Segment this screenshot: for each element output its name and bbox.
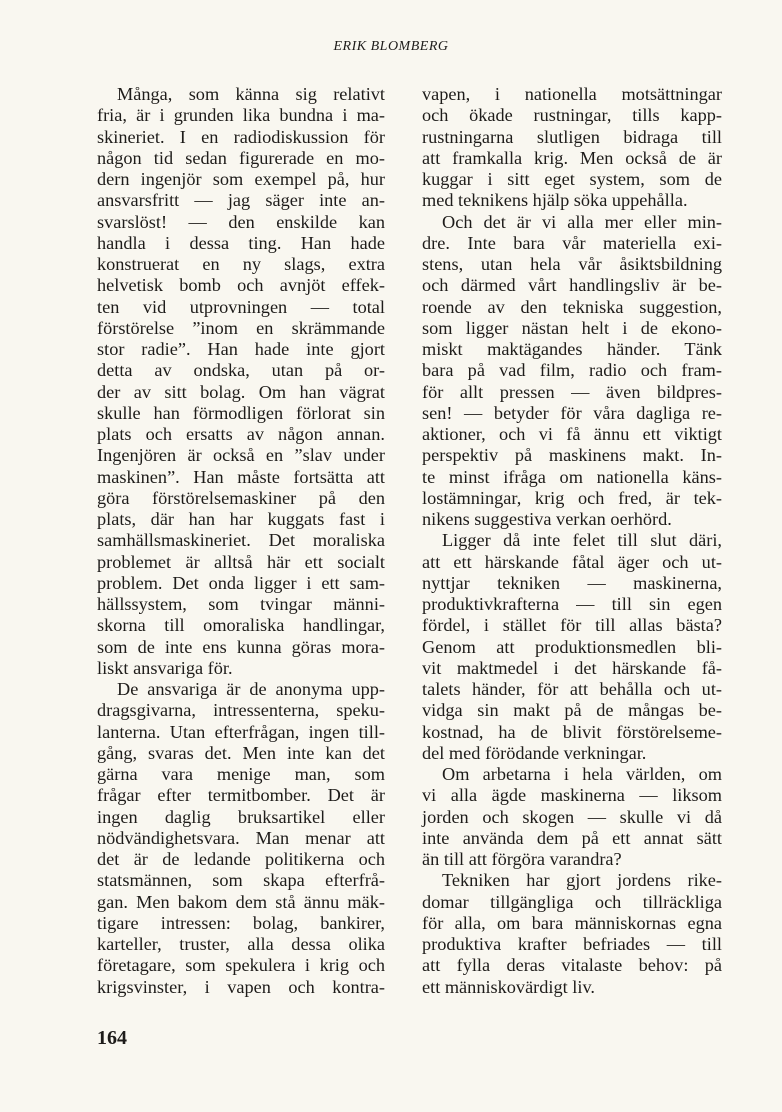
paragraph bbox=[97, 84, 385, 679]
text-line: än till att förgöra varandra? bbox=[422, 849, 622, 869]
text-line: någon tid sedan figurerade en mo- bbox=[97, 147, 385, 168]
text-line: handla i dessa ting. Han hade bbox=[97, 232, 385, 253]
text-line: vit maktmedel i det härskande få- bbox=[422, 657, 722, 678]
text-line: ten vid utprovningen — total bbox=[97, 296, 385, 317]
text-line: Tekniken har gjort jordens rike- bbox=[442, 870, 722, 891]
text-line: Ligger då inte felet till slut däri, bbox=[442, 530, 722, 551]
paragraph bbox=[422, 212, 722, 531]
text-line: göra förstörelsemaskiner på den bbox=[97, 487, 385, 508]
text-line: domar tillgängliga och tillräckliga bbox=[422, 891, 722, 912]
text-line: fördel, i stället för till allas bästa? bbox=[422, 615, 722, 636]
running-header: ERIK BLOMBERG bbox=[333, 39, 449, 54]
text-line: helvetisk bomb och avnjöt effek- bbox=[97, 275, 385, 296]
text-line: för allt pressen — även bildpres- bbox=[422, 381, 722, 402]
text-line: problem. Det onda ligger i ett sam- bbox=[97, 572, 385, 593]
text-line: Och det är vi alla mer eller min- bbox=[442, 211, 722, 232]
text-line: nödvändighetsvara. Man menar att bbox=[97, 827, 385, 848]
text-line: att framkalla krig. Men också de är bbox=[422, 147, 722, 168]
text-line: gan. Men bakom dem stå ännu mäk- bbox=[97, 891, 385, 912]
text-line: som ligger nästan helt i de ekono- bbox=[422, 317, 722, 338]
text-line: liskt ansvariga för. bbox=[97, 657, 233, 678]
page-number: 164 bbox=[97, 1027, 127, 1049]
paragraph bbox=[422, 764, 722, 870]
text-line: te minst ifråga om nationella käns- bbox=[422, 466, 722, 487]
text-line: inte använda dem på ett annat sätt bbox=[422, 827, 722, 848]
text-line: der av sitt bolag. Om han vägrat bbox=[97, 381, 385, 402]
text-column-left bbox=[97, 84, 385, 998]
text-line: krigsvinster, i vapen och kontra- bbox=[97, 976, 385, 997]
text-line: ansvarsfritt — jag säger inte an- bbox=[97, 190, 385, 211]
text-line: Ingenjören är också en ”slav under bbox=[97, 445, 385, 466]
text-line: rustningarna slutligen bidraga till bbox=[422, 126, 722, 147]
text-line: produktivkrafterna — till sin egen bbox=[422, 594, 722, 614]
text-line: karteller, truster, alla dessa olika bbox=[97, 934, 385, 954]
text-line: sen! — betyder för våra dagliga re- bbox=[422, 402, 722, 423]
text-line: jorden och skogen — skulle vi då bbox=[422, 806, 722, 827]
text-line: plats och ersatts av någon annan. bbox=[97, 424, 385, 444]
text-line: att ett härskande fåtal äger och ut- bbox=[422, 551, 722, 572]
text-line: skineriet. I en radiodiskussion för bbox=[97, 126, 385, 147]
text-line: vapen, i nationella motsättningar bbox=[422, 84, 722, 104]
text-line: dragsgivarna, intressenterna, speku- bbox=[97, 700, 385, 721]
text-line: detta av ondska, utan på or- bbox=[97, 360, 385, 381]
text-line: Många, som känna sig relativt bbox=[117, 84, 385, 104]
text-line: skulle han förmodligen förlorat sin bbox=[97, 402, 385, 423]
text-line: talets händer, för att behålla och ut- bbox=[422, 679, 722, 699]
text-line: fria, är i grunden lika bundna i ma- bbox=[97, 105, 385, 126]
text-line: tigare intressen: bolag, bankirer, bbox=[97, 912, 385, 933]
text-line: gärna vara menige man, som bbox=[97, 764, 385, 784]
text-line: stor radie”. Han hade inte gjort bbox=[97, 339, 385, 359]
text-line: svarslöst! — den enskilde kan bbox=[97, 211, 385, 232]
text-line: lanterna. Utan efterfrågan, ingen till- bbox=[97, 721, 385, 742]
text-line: vidga sin makt på de mångas be- bbox=[422, 700, 722, 721]
text-line: som de inte ens kunna göras mora- bbox=[97, 636, 385, 657]
text-line: roende av den tekniska suggestion, bbox=[422, 296, 722, 317]
text-line: kostnad, ha de blivit förstörelseme- bbox=[422, 721, 722, 742]
text-line: förstörelse ”inom en skrämmande bbox=[97, 317, 385, 338]
text-line: Om arbetarna i hela världen, om bbox=[442, 764, 722, 784]
paragraph bbox=[422, 530, 722, 764]
text-line: att fylla deras vitalaste behov: på bbox=[422, 955, 722, 976]
text-line: stens, utan hela vår åsiktsbildning bbox=[422, 254, 722, 274]
text-line: konstruerat en ny slags, extra bbox=[97, 254, 385, 274]
text-line: maskinen”. Han måste fortsätta att bbox=[97, 466, 385, 487]
text-line: gång, svaras det. Men inte kan det bbox=[97, 742, 385, 763]
text-line: problemet är alltså här ett socialt bbox=[97, 551, 385, 572]
text-line: frågar efter termitbomber. Det är bbox=[97, 785, 385, 806]
text-line: perspektiv på maskinens makt. In- bbox=[422, 445, 722, 466]
text-line: det är de ledande politikerna och bbox=[97, 849, 385, 869]
text-line: för alla, om bara människornas egna bbox=[422, 912, 722, 933]
text-line: vi alla ägde maskinerna — liksom bbox=[422, 785, 722, 806]
text-line: skorna till omoraliska handlingar, bbox=[97, 615, 385, 636]
text-line: Genom att produktionsmedlen bli- bbox=[422, 636, 722, 657]
text-line: och därmed vårt handlingsliv är be- bbox=[422, 275, 722, 296]
text-line: nyttjar tekniken — maskinerna, bbox=[422, 572, 722, 593]
text-line: bara på vad film, radio och fram- bbox=[422, 360, 722, 381]
text-line: med teknikens hjälp söka uppehålla. bbox=[422, 190, 688, 211]
text-column-right bbox=[422, 84, 722, 998]
paragraph bbox=[422, 84, 722, 212]
text-line: och ökade rustningar, tills kapp- bbox=[422, 105, 722, 126]
text-line: dern ingenjör som exempel på, hur bbox=[97, 169, 385, 189]
text-line: aktioner, och vi få ännu ett viktigt bbox=[422, 424, 722, 444]
text-line: företagare, som spekulera i krig och bbox=[97, 955, 385, 976]
text-line: plats, där han har kuggats fast i bbox=[97, 509, 385, 529]
text-line: samhällsmaskineriet. Det moraliska bbox=[97, 530, 385, 551]
text-line: statsmännen, som skapa efterfrå- bbox=[97, 870, 385, 891]
text-line: De ansvariga är de anonyma upp- bbox=[117, 679, 385, 699]
text-line: ett människovärdigt liv. bbox=[422, 976, 595, 997]
text-line: ingen daglig bruksartikel eller bbox=[97, 806, 385, 827]
text-line: produktiva krafter befriades — till bbox=[422, 934, 722, 954]
text-line: del med förödande verkningar. bbox=[422, 742, 647, 763]
text-line: nikens suggestiva verkan oerhörd. bbox=[422, 509, 672, 529]
text-line: miskt maktägandes händer. Tänk bbox=[422, 339, 722, 359]
paragraph bbox=[422, 870, 722, 998]
text-line: lostämningar, krig och fred, är tek- bbox=[422, 487, 722, 508]
text-line: hällssystem, som tvingar männi- bbox=[97, 594, 385, 614]
text-line: kuggar i sitt eget system, som de bbox=[422, 169, 722, 189]
paragraph bbox=[97, 679, 385, 998]
text-line: dre. Inte bara vår materiella exi- bbox=[422, 232, 722, 253]
